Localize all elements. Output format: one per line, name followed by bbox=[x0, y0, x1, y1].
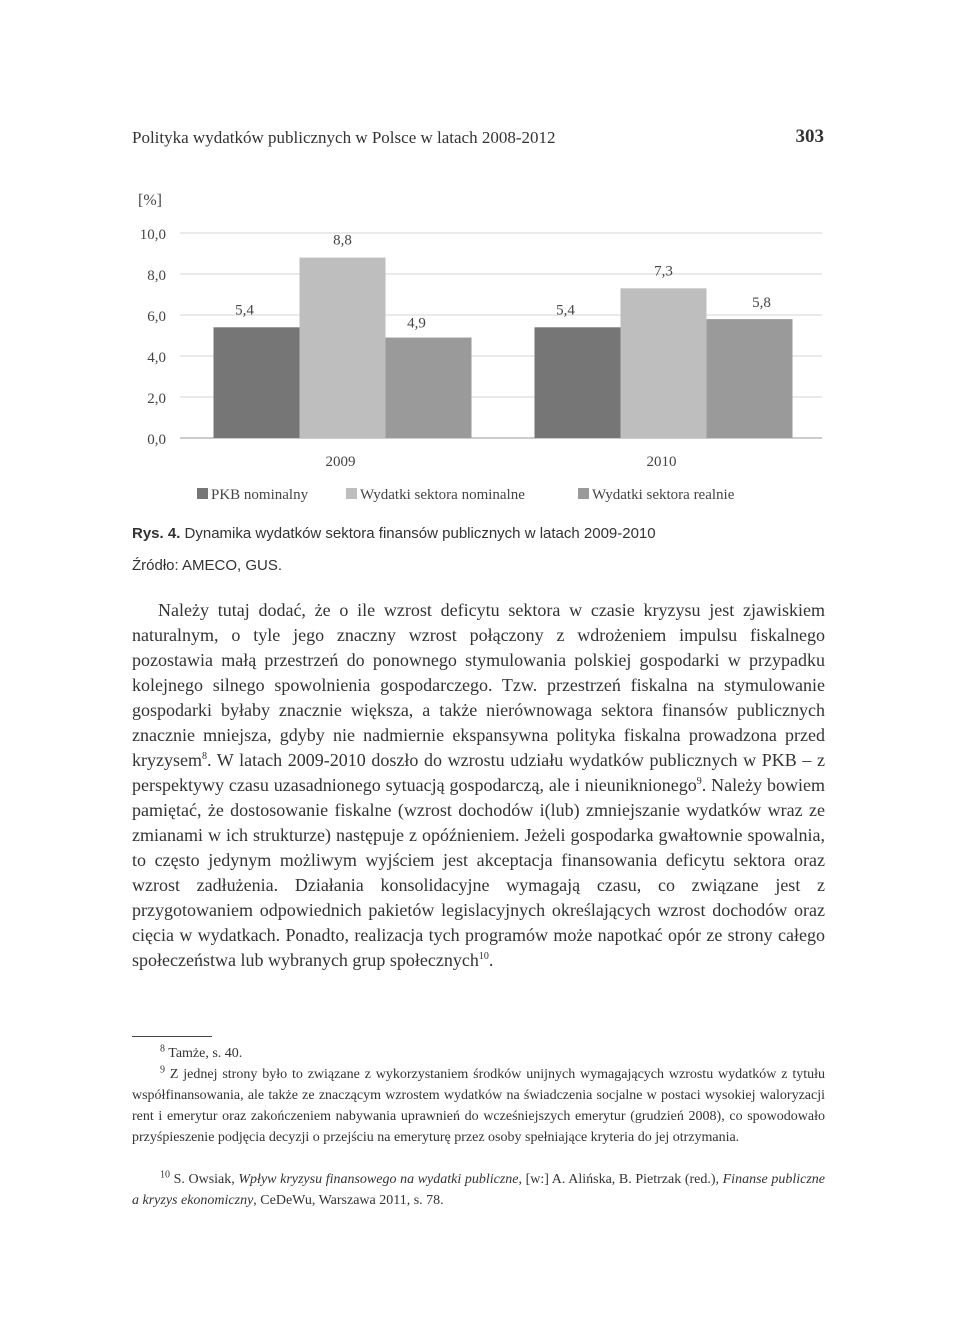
bar-value-label: 4,9 bbox=[407, 315, 426, 332]
category-label: 2010 bbox=[646, 454, 677, 470]
bar-value-label: 8,8 bbox=[333, 232, 352, 249]
y-tick-label: 2,0 bbox=[147, 391, 166, 407]
footnote-text: Tamże, s. 40. bbox=[165, 1046, 243, 1061]
figure-caption bbox=[132, 525, 656, 542]
bar-2010-1 bbox=[621, 288, 707, 438]
body-paragraph bbox=[132, 598, 825, 973]
footnote-ref-9[interactable]: 9 bbox=[696, 776, 702, 787]
y-tick-labels bbox=[140, 227, 166, 448]
footnote-ref-10[interactable]: 10 bbox=[478, 951, 489, 962]
paragraph-part: Należy tutaj dodać, że o ile wzrost deficytu sektora w czasie kryzysu jest zjawiskiem naturalnym, o tyle jego znaczny wzrost połączony z wdrożeniem impulsu fiskalnego pozostawia małą przestrzeń do ponownego stymulowania polskiej gospodarki w przypadku kolejnego silnego spowolnienia gospodarczego. Tzw. przestrzeń fiskalna na stymulowanie gospodarki byłaby znacznie większa, a także nierównowaga sektora finansów publicznych znacznie mniejsza, gdyby nie nadmiernie ekspansywna polityka fiskalna prowadzona przed kryzysem bbox=[132, 600, 825, 770]
bar-value-label: 7,3 bbox=[654, 263, 673, 280]
footnote-ref-8[interactable]: 8 bbox=[201, 751, 207, 762]
cited-title: Finanse publiczne a kryzys ekonomiczny bbox=[132, 1172, 825, 1208]
y-tick-label: 8,0 bbox=[147, 268, 166, 284]
category-labels bbox=[326, 454, 677, 470]
y-tick-label: 4,0 bbox=[147, 350, 166, 366]
footnote-text: , [w:] A. Alińska, B. Pietrzak (red.), bbox=[518, 1172, 723, 1187]
y-unit-label: [%] bbox=[138, 192, 162, 209]
bar-value-label: 5,8 bbox=[752, 295, 771, 312]
legend-swatch bbox=[346, 488, 357, 499]
bar-value-label: 5,4 bbox=[235, 302, 254, 319]
running-title: Polityka wydatków publicznych w Polsce w latach 2008-2012 bbox=[132, 128, 556, 147]
footnote-number: 8 bbox=[160, 1043, 165, 1055]
legend bbox=[197, 487, 735, 503]
footnote-number: 9 bbox=[160, 1064, 165, 1076]
y-tick-label: 6,0 bbox=[147, 309, 166, 325]
caption-label: Rys. 4. bbox=[132, 525, 181, 542]
footnote-10 bbox=[132, 1169, 825, 1211]
bar-2010-2 bbox=[707, 319, 793, 438]
paragraph-part: . Należy bowiem pamiętać, że dostosowanie fiskalne (wzrost dochodów i(lub) zmniejszanie wydatków wraz ze zmianami w ich strukturze) następuje z opóźnieniem. Jeżeli gospodarka gwałtownie spowalnia, to często jedynym możliwym wyjściem jest akceptacja finansowania deficytu sektora oraz wzrost zadłużenia. Działania konsolidacyjne wymagają czasu, co związane jest z przygotowaniem odpowiednich pakietów legislacyjnych określających wzrost dochodów oraz cięcia w wydatkach. Ponadto, realizacja tych programów może napotkać opór ze strony całego społeczeństwa lub wybranych grup społecznych bbox=[132, 775, 825, 970]
footnote-text: , CeDeWu, Warszawa 2011, s. 78. bbox=[253, 1193, 444, 1208]
footnote-separator bbox=[132, 1036, 212, 1037]
paragraph-part: . W latach 2009-2010 doszło do wzrostu udziału wydatków publicznych w PKB – z perspektywy czasu uzasadnionego sytuacją gospodarczą, ale i nieuniknionego bbox=[132, 750, 825, 795]
legend-swatch bbox=[578, 488, 589, 499]
figure-source: Źródło: AMECO, GUS. bbox=[132, 557, 283, 574]
footnote-9 bbox=[132, 1064, 825, 1148]
bars bbox=[214, 258, 793, 438]
footnote-text: S. Owsiak, bbox=[170, 1172, 239, 1187]
legend-label: Wydatki sektora nominalne bbox=[360, 487, 525, 503]
bar-2009-0 bbox=[214, 327, 300, 438]
bar-value-label: 5,4 bbox=[556, 302, 575, 319]
bar-chart bbox=[0, 0, 960, 520]
footnote-text: Z jednej strony było to związane z wykorzystaniem środków unijnych wymagających wzrostu wydatków z tytułu współfinansowania, ale także ze znaczącym wzrostem wydatków na świadczenia socjalne w postaci wysokiej waloryzacji rent i emerytur oraz zakończeniem nabywania uprawnień do wcześniejszych emerytur (grudzień 2008), co spowodowało przyśpieszenie podjęcia decyzji o przejściu na emeryturę przez osoby spełniające kryteria do jej otrzymania. bbox=[132, 1067, 825, 1145]
footnote-8 bbox=[132, 1043, 825, 1064]
paragraph-part: . bbox=[488, 950, 494, 970]
page-number: 303 bbox=[795, 126, 824, 147]
bar-2009-2 bbox=[386, 338, 472, 438]
bar-2009-1 bbox=[300, 258, 386, 438]
legend-swatch bbox=[197, 488, 208, 499]
caption-text: Dynamika wydatków sektora finansów publicznych w latach 2009-2010 bbox=[180, 525, 656, 542]
legend-label: PKB nominalny bbox=[211, 487, 309, 503]
legend-label: Wydatki sektora realnie bbox=[592, 487, 735, 503]
y-tick-label: 0,0 bbox=[147, 432, 166, 448]
y-tick-label: 10,0 bbox=[139, 227, 166, 243]
footnote-number: 10 bbox=[160, 1169, 170, 1181]
cited-title: Wpływ kryzysu finansowego na wydatki publiczne bbox=[238, 1172, 519, 1187]
category-label: 2009 bbox=[325, 454, 356, 470]
bar-2010-0 bbox=[535, 327, 621, 438]
